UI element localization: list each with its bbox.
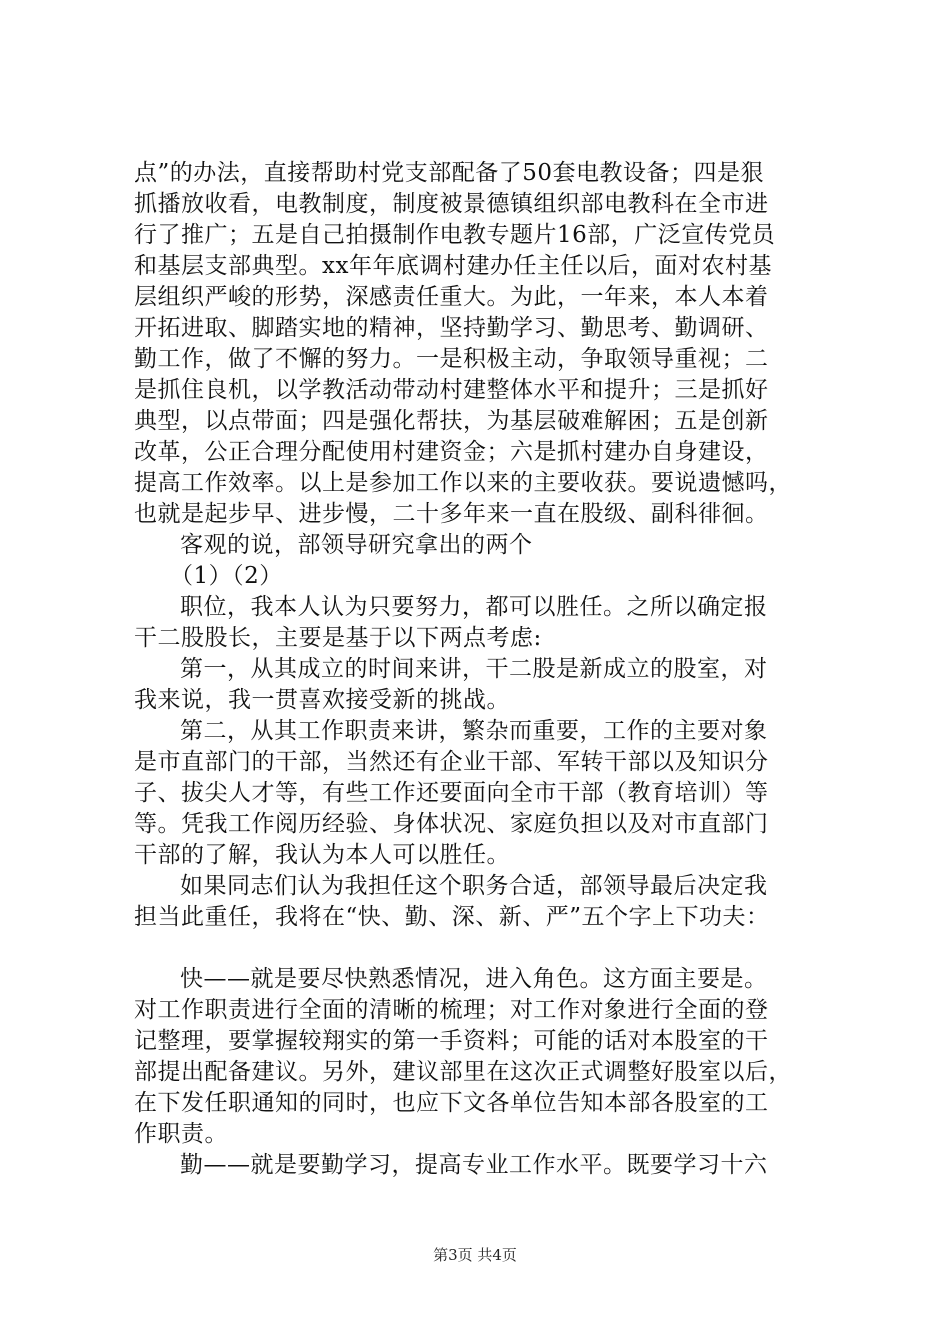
text-line: （1）（2）: [170, 563, 283, 589]
text-line: 作职责。: [134, 1121, 228, 1147]
text-line: 改革，公正合理分配使用村建资金；六是抓村建办自身建设，: [134, 439, 769, 465]
text-line: 等。凭我工作阅历经验、身体状况、家庭负担以及对市直部门: [134, 811, 769, 837]
text-line: 典型，以点带面；四是强化帮扶，为基层破难解困；五是创新: [134, 408, 769, 434]
text-line: 担当此重任，我将在“快、勤、深、新、严”五个字上下功夫：: [134, 904, 770, 930]
page-number-label: 第3页 共4页: [433, 1246, 517, 1264]
text-line: 层组织严峻的形势，深感责任重大。为此，一年来，本人本着: [134, 284, 769, 310]
page-footer: [0, 1244, 950, 1265]
text-line: 行了推广；五是自己拍摄制作电教专题片16部，广泛宣传党员: [134, 222, 776, 248]
text-line: 如果同志们认为我担任这个职务合适，部领导最后决定我: [180, 873, 768, 899]
text-line: 客观的说，部领导研究拿出的两个: [180, 532, 533, 558]
text-line: 子、拔尖人才等，有些工作还要面向全市干部（教育培训）等: [134, 780, 769, 806]
text-line: 是市直部门的干部，当然还有企业干部、军转干部以及知识分: [134, 749, 769, 775]
text-line: 勤——就是要勤学习，提高专业工作水平。既要学习十六: [180, 1152, 768, 1178]
text-line: 对工作职责进行全面的清晰的梳理；对工作对象进行全面的登: [134, 997, 769, 1023]
text-line: 第一，从其成立的时间来讲，干二股是新成立的股室，对: [180, 656, 768, 682]
text-line: 干部的了解，我认为本人可以胜任。: [134, 842, 510, 868]
text-line: 在下发任职通知的同时，也应下文各单位告知本部各股室的工: [134, 1090, 769, 1116]
text-line: 记整理，要掌握较翔实的第一手资料；可能的话对本股室的干: [134, 1028, 769, 1054]
text-line: 是抓住良机，以学教活动带动村建整体水平和提升；三是抓好: [134, 377, 769, 403]
text-line: 快——就是要尽快熟悉情况，进入角色。这方面主要是。: [180, 966, 768, 992]
text-line: 抓播放收看，电教制度，制度被景德镇组织部电教科在全市进: [134, 191, 769, 217]
text-line: 提高工作效率。以上是参加工作以来的主要收获。要说遗憾吗，: [134, 470, 792, 496]
text-line: 也就是起步早、进步慢，二十多年来一直在股级、副科徘徊。: [134, 501, 769, 527]
text-line: 职位，我本人认为只要努力，都可以胜任。之所以确定报: [180, 594, 768, 620]
text-line: 干二股股长，主要是基于以下两点考虑:: [134, 625, 542, 651]
text-line: 第二，从其工作职责来讲，繁杂而重要，工作的主要对象: [180, 718, 768, 744]
text-line: 开拓进取、脚踏实地的精神，坚持勤学习、勤思考、勤调研、: [134, 315, 769, 341]
text-line: 和基层支部典型。xx年年底调村建办任主任以后，面对农村基: [134, 253, 772, 279]
text-line: 点”的办法，直接帮助村党支部配备了50套电教设备；四是狠: [134, 160, 765, 186]
paragraph-gap: [134, 933, 824, 964]
text-line: 我来说，我一贯喜欢接受新的挑战。: [134, 687, 510, 713]
document-body: [134, 158, 824, 1181]
text-line: 部提出配备建议。另外，建议部里在这次正式调整好股室以后，: [134, 1059, 792, 1085]
text-line: 勤工作，做了不懈的努力。一是积极主动，争取领导重视；二: [134, 346, 769, 372]
